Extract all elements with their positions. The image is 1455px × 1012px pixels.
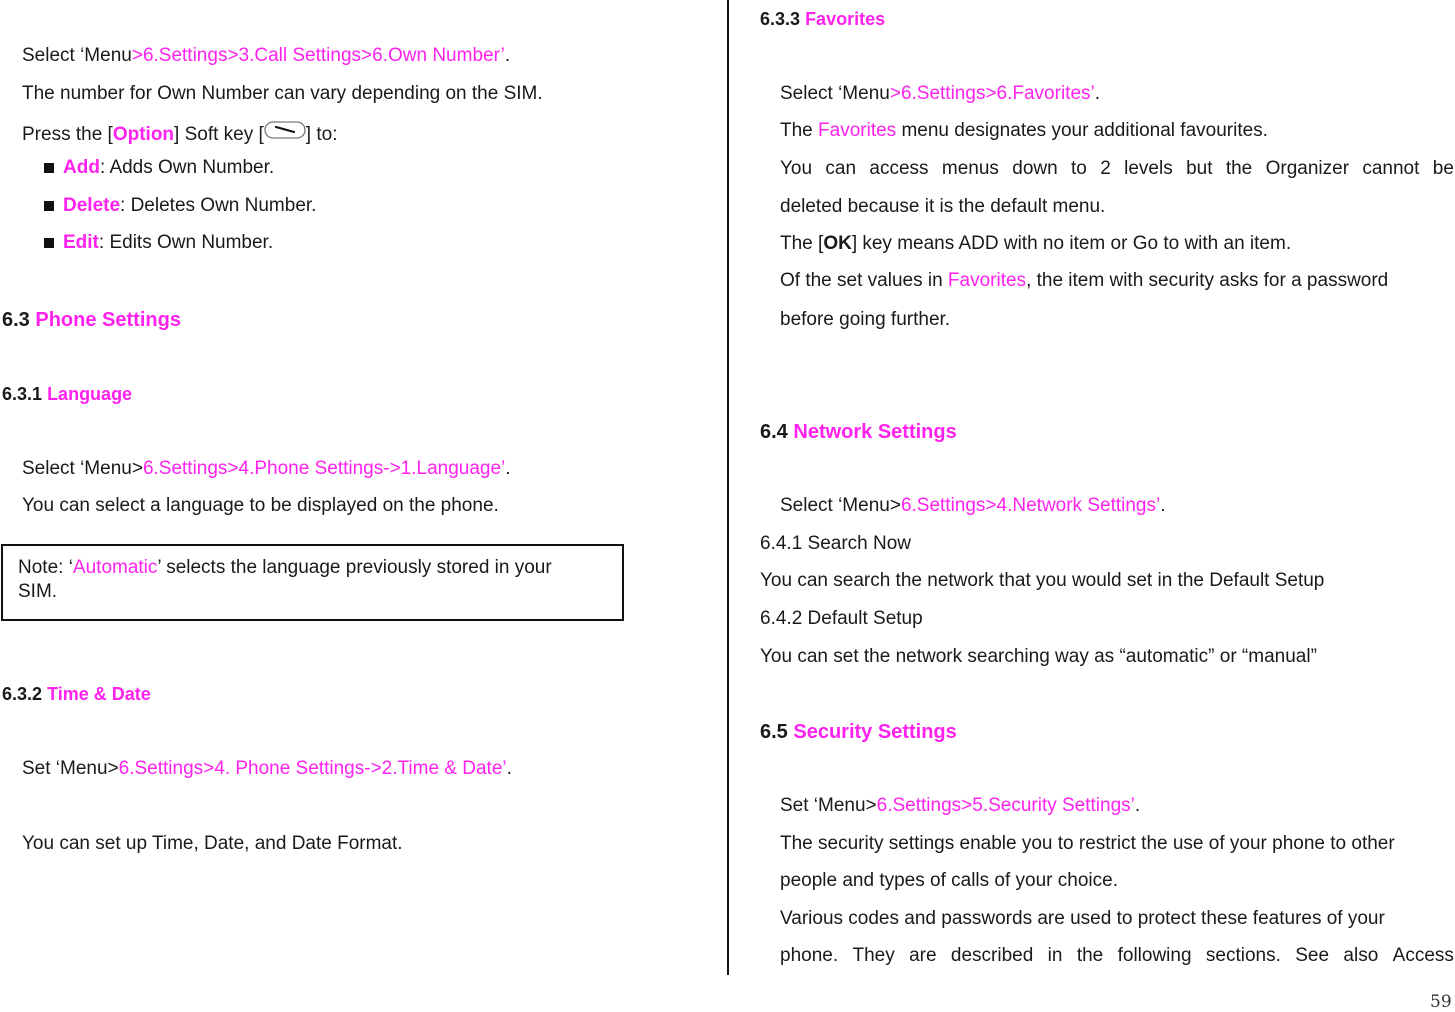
security-description-line4: phone. They are described in the following sections. See also Access [780, 945, 1454, 966]
network-search-now-title: 6.4.1 Search Now [760, 533, 912, 554]
favorites-select-line: Select ‘Menu>6.Settings>6.Favorites’. [780, 83, 1101, 104]
bullet-add: Add: Adds Own Number. [63, 157, 275, 178]
heading-time-date: 6.3.2 Time & Date [2, 684, 151, 704]
favorites-default-line: deleted because it is the default menu. [780, 196, 1106, 217]
bullet-delete: Delete: Deletes Own Number. [63, 195, 317, 216]
language-select-line: Select ‘Menu>6.Settings>4.Phone Settings->1.Language’. [22, 458, 511, 479]
square-bullet-icon [44, 201, 54, 211]
security-set-line: Set ‘Menu>6.Settings>5.Security Settings’. [780, 795, 1141, 816]
heading-network-settings: 6.4 Network Settings [760, 421, 957, 443]
security-description-line3: Various codes and passwords are used to protect these features of your [780, 908, 1385, 929]
network-default-setup-text: You can set the network searching way as “automatic” or “manual” [760, 646, 1317, 667]
time-date-description: You can set up Time, Date, and Date Format. [22, 833, 403, 854]
favorites-further-line: before going further. [780, 309, 951, 330]
square-bullet-icon [44, 238, 54, 248]
heading-favorites: 6.3.3 Favorites [760, 9, 886, 29]
time-date-set-line: Set ‘Menu>6.Settings>4. Phone Settings->2.Time & Date’. [22, 758, 512, 779]
security-description-line1: The security settings enable you to restrict the use of your phone to other [780, 833, 1395, 854]
soft-key-icon [264, 119, 306, 147]
own-number-press-line: Press the [Option] Soft key [ ] to: [22, 121, 337, 149]
favorites-security-line: Of the set values in Favorites, the item with security asks for a password [780, 270, 1389, 291]
column-divider [727, 0, 729, 975]
language-note-box [1, 544, 624, 621]
network-search-now-text: You can search the network that you would set in the Default Setup [760, 570, 1325, 591]
security-description-line2: people and types of calls of your choice. [780, 870, 1118, 891]
own-number-select-line: Select ‘Menu>6.Settings>3.Call Settings>6.Own Number’. [22, 45, 511, 66]
page-number: 59 [1430, 992, 1452, 1012]
heading-language: 6.3.1 Language [2, 384, 133, 404]
heading-phone-settings: 6.3 Phone Settings [2, 309, 181, 331]
network-default-setup-title: 6.4.2 Default Setup [760, 608, 923, 629]
bullet-edit: Edit: Edits Own Number. [63, 232, 274, 253]
favorites-access-line: You can access menus down to 2 levels but the Organizer cannot be [780, 158, 1454, 179]
language-note-text: Note: ‘Automatic’ selects the language previously stored in your SIM. [18, 557, 552, 602]
heading-security-settings: 6.5 Security Settings [760, 721, 957, 743]
favorites-description: The Favorites menu designates your additional favourites. [780, 120, 1268, 141]
square-bullet-icon [44, 163, 54, 173]
language-description: You can select a language to be displayed on the phone. [22, 495, 499, 516]
network-select-line: Select ‘Menu>6.Settings>4.Network Settings’. [780, 495, 1166, 516]
favorites-ok-line: The [OK] key means ADD with no item or Go to with an item. [780, 233, 1292, 254]
own-number-description: The number for Own Number can vary depending on the SIM. [22, 83, 543, 104]
